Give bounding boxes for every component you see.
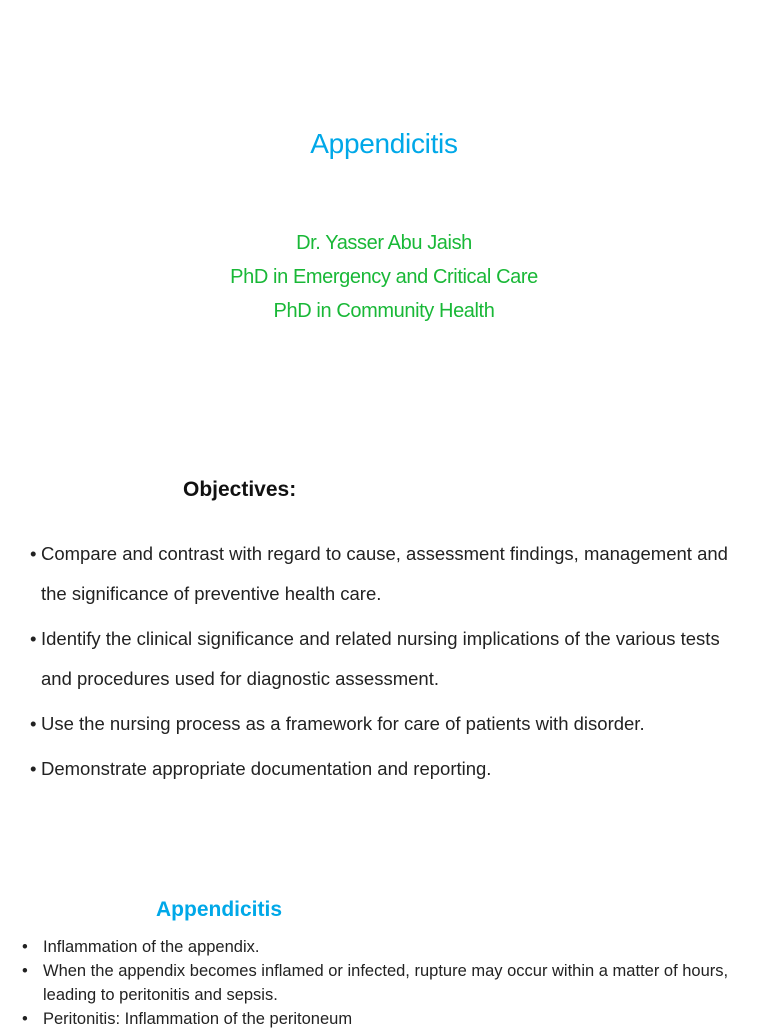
objective-text: Compare and contrast with regard to cause, assessment findings, management and the significance of preventive health care. [41,543,728,604]
author-degree-2: PhD in Community Health [273,300,495,322]
bullet-icon: • [22,1010,28,1028]
bullet-icon: • [30,758,37,779]
list-item [22,959,742,1007]
list-item [30,619,750,699]
author-info [0,226,768,328]
objective-text: Demonstrate appropriate documentation and reporting. [41,758,492,779]
bullet-icon: • [30,543,37,564]
bullet-icon: • [30,713,37,734]
definition-text: When the appendix becomes inflamed or infected, rupture may occur within a matter of hours, leading to peritonitis and sepsis. [43,962,729,1004]
objectives-slide [0,460,768,820]
slide-title: Appendicitis [310,128,458,159]
objective-text: Identify the clinical significance and related nursing implications of the various tests and procedures used for diagnostic assessment. [41,628,720,689]
title-slide [0,0,768,420]
definition-slide [0,880,768,1028]
list-item [30,704,750,744]
definition-list [22,935,742,1031]
definition-text: Peritonitis: Inflammation of the peritoneum [43,1010,353,1028]
list-item [30,534,750,614]
definition-text: Inflammation of the appendix. [43,938,260,956]
objectives-heading: Objectives: [183,478,297,501]
definition-heading: Appendicitis [156,898,283,921]
author-degree-1: PhD in Emergency and Critical Care [230,266,538,288]
list-item [22,1007,742,1031]
list-item [22,935,742,959]
objectives-list [30,534,750,794]
objective-text: Use the nursing process as a framework for care of patients with disorder. [41,713,645,734]
bullet-icon: • [30,628,37,649]
bullet-icon: • [22,962,28,980]
list-item [30,749,750,789]
author-name: Dr. Yasser Abu Jaish [296,232,472,254]
bullet-icon: • [22,938,28,956]
